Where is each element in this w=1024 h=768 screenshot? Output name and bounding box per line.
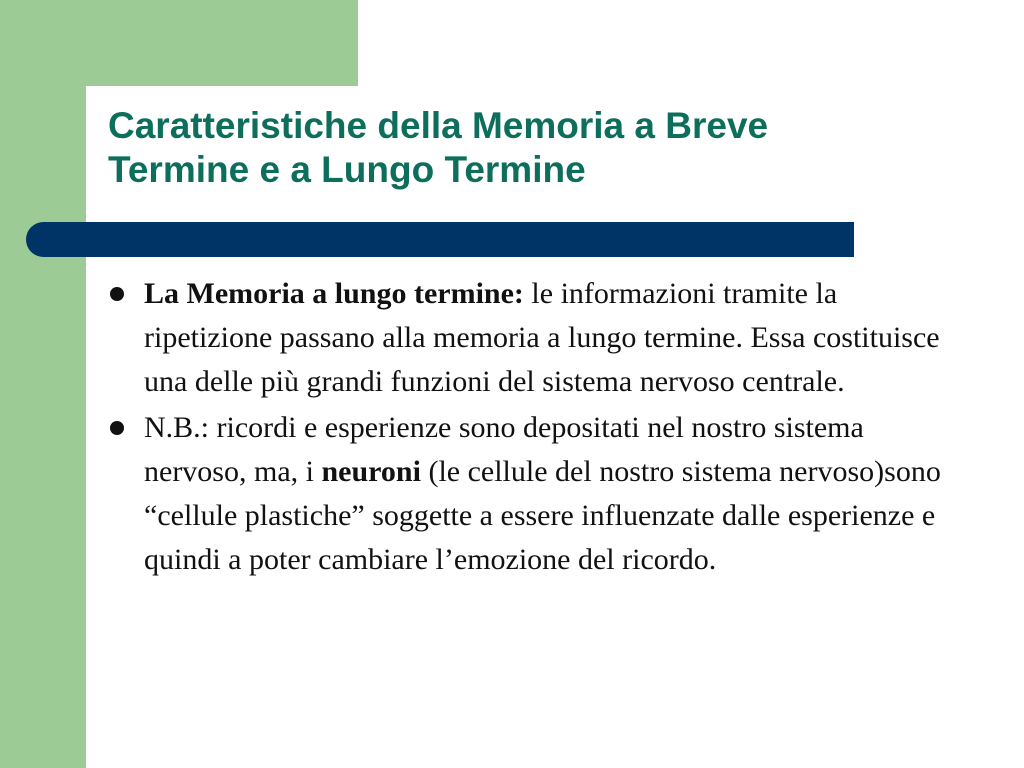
slide-title-line-1: Caratteristiche della Memoria a Breve bbox=[108, 105, 769, 146]
bullet-dot-icon bbox=[110, 421, 124, 435]
green-left-strip bbox=[0, 0, 86, 768]
bullet-lead-bold: La Memoria a lungo termine: bbox=[144, 277, 524, 310]
bullet-text bbox=[144, 272, 956, 404]
bullet-body: le informazioni tramite la ripetizione passano alla memoria a lungo termine. Essa costituisce una delle più grandi funzioni del sistema nervoso centrale. bbox=[144, 277, 940, 398]
bullet-item-nb-neurons bbox=[106, 406, 956, 582]
green-top-block bbox=[0, 0, 358, 86]
bullet-text bbox=[144, 406, 956, 582]
slide-title bbox=[108, 104, 988, 192]
bullet-body-after: (le cellule del nostro sistema nervoso)sono “cellule plastiche” soggette a essere influenzate dalle esperienze e quindi a poter cambiare l’emozione del ricordo. bbox=[144, 455, 941, 576]
bullet-body-before: N.B.: ricordi e esperienze sono depositati nel nostro sistema nervoso, ma, i bbox=[144, 411, 864, 488]
slide-title-line-2: Termine e a Lungo Termine bbox=[108, 149, 586, 190]
bullet-item-long-term-memory bbox=[106, 272, 956, 404]
bullet-list bbox=[106, 272, 956, 584]
bullet-bold-term: neuroni bbox=[321, 455, 421, 488]
title-divider-bar bbox=[26, 222, 854, 257]
bullet-dot-icon bbox=[110, 287, 124, 301]
